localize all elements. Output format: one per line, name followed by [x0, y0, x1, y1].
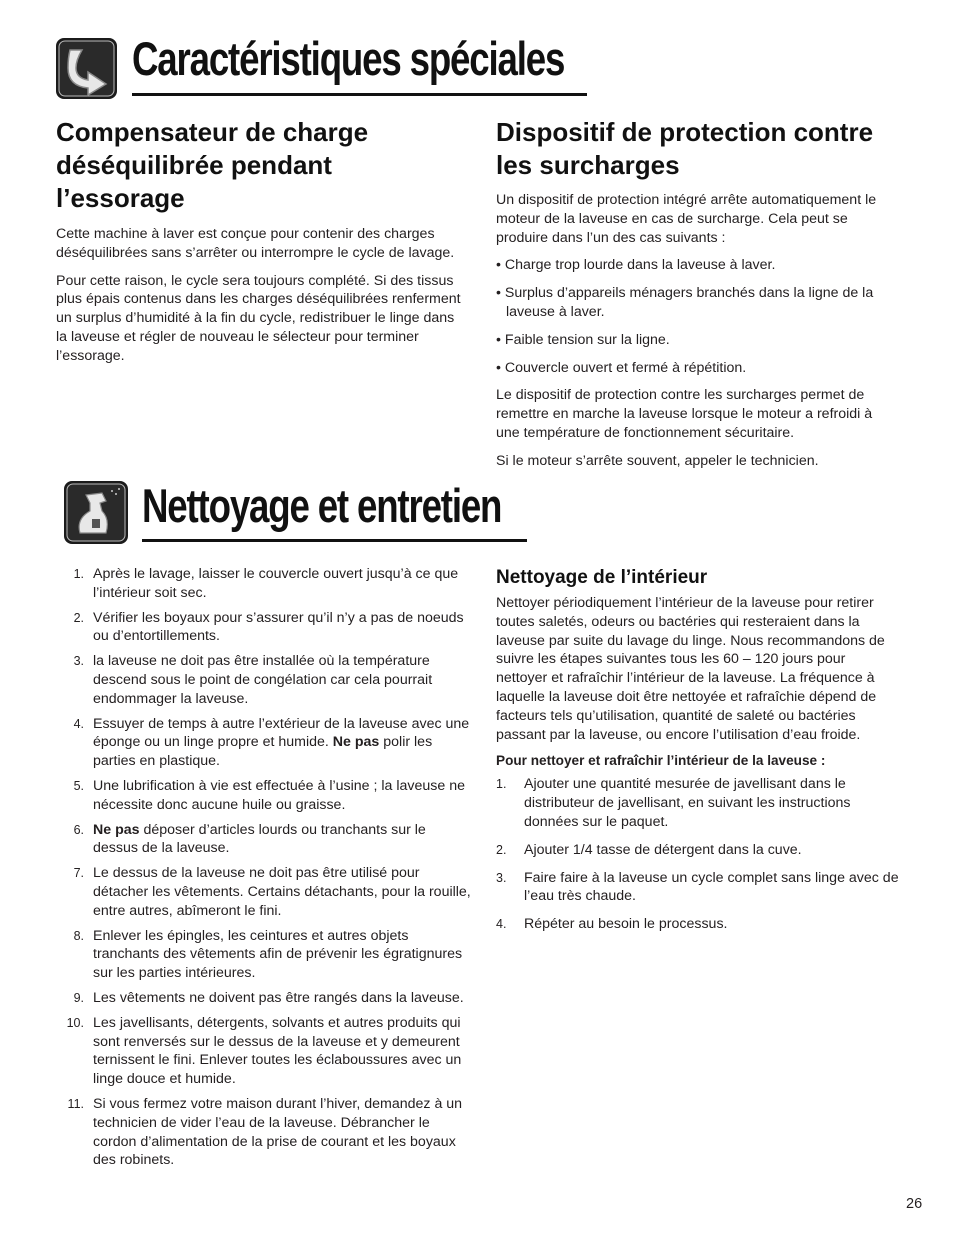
list-item	[56, 565, 471, 603]
curved-arrow-icon	[56, 38, 117, 99]
list-text: Répéter au besoin le processus.	[524, 916, 728, 933]
list-text: Une lubrification à vie est effectuée à l’usine ; la laveuse ne nécessite donc aucune huile ou graisse.	[93, 777, 465, 813]
list-item	[56, 652, 471, 708]
bullet-item: • Faible tension sur la ligne.	[496, 331, 670, 348]
list-item	[56, 715, 471, 771]
list-text: Les vêtements ne doivent pas être rangés dans la laveuse.	[93, 989, 464, 1006]
list-number: 10.	[66, 1015, 84, 1030]
list-item	[496, 775, 900, 831]
emphasis: Ne pas	[332, 734, 380, 751]
section-heading: Dispositif de protection contre les surcharges	[496, 117, 874, 180]
list-text: Les javellisants, détergents, solvants et autres produits qui sont renversés sur le dessus de la laveuse et y demeurent ternissent le fini. Enlever toutes les éclaboussures avec un linge douce et humide.	[93, 1014, 462, 1088]
list-text: Faire faire à la laveuse un cycle complet sans linge avec de l’eau très chaude.	[524, 869, 899, 905]
list-number: 11.	[67, 1096, 84, 1111]
list-number: 1.	[73, 567, 84, 581]
list-text: déposer d’articles lourds ou tranchants sur le dessus de la laveuse.	[93, 821, 426, 857]
spray-bottle-icon	[64, 481, 128, 544]
list-text: Ajouter une quantité mesurée de javellisant dans le distributeur de javellisant, en suivant les instructions données sur le paquet.	[524, 776, 851, 830]
list-item	[56, 1095, 471, 1170]
numbered-list	[56, 565, 471, 1170]
bullet-item: • Surplus d’appareils ménagers branchés dans la ligne de la laveuse à laver.	[496, 285, 874, 320]
list-item	[56, 609, 471, 647]
list-text: Le dessus de la laveuse ne doit pas être utilisé pour détacher les vêtements. Certains détachants, pour la rouille, entre autres, abîmeront le fini.	[93, 865, 471, 919]
list-text: Si vous fermez votre maison durant l’hiver, demandez à un technicien de vider l’eau de la laveuse. Débrancher le cordon d’alimentation de la prise de courant et les boyaux des robinets.	[93, 1095, 463, 1169]
paragraph: Pour cette raison, le cycle sera toujours complété. Si des tissus plus épais contenus dans les charges déséquilibrées renferment un surplus d’humidité à la fin du cycle, redistribuer le linge dans la laveuse et régler de nouveau le sélecteur pour terminer l’essorage.	[56, 272, 461, 364]
list-number: 8.	[73, 928, 84, 943]
list-item	[56, 927, 471, 983]
numbered-list	[496, 775, 900, 934]
section-icon	[56, 38, 117, 99]
page-number: 26	[906, 1196, 923, 1212]
list-item	[56, 864, 471, 920]
list-number: 2.	[73, 610, 84, 625]
list-number: 3.	[73, 654, 84, 669]
list-number: 3.	[496, 870, 507, 885]
list-item	[496, 869, 900, 907]
list-number: 4.	[73, 716, 84, 731]
title-underline	[142, 539, 527, 542]
list-text: Après le lavage, laisser le couvercle ouvert jusqu’à ce que l’intérieur soit sec.	[93, 566, 459, 601]
list-item	[496, 841, 900, 860]
list-item	[56, 777, 471, 815]
paragraph: Cette machine à laver est conçue pour contenir des charges déséquilibrées sans s’arrêter ou interrompre le cycle de lavage.	[56, 226, 455, 261]
list-number: 5.	[73, 778, 84, 793]
section-heading: Nettoyage de l’intérieur	[496, 567, 708, 588]
section-title: Nettoyage et entretien	[142, 479, 502, 532]
list-text: Enlever les épingles, les ceintures et autres objets tranchants des vêtements afin de prévenir les égratignures sur les parties intérieures.	[93, 927, 463, 982]
overload-protection-section	[496, 116, 896, 480]
section-icon	[64, 481, 128, 544]
paragraph: Nettoyer périodiquement l’intérieur de la laveuse pour retirer toutes saletés, odeurs ou bactéries qui resteraient dans la laveuse par suite du lavage du linge. Nous recommandons de suivre les étapes suivantes tous les 60 – 120 jours pour nettoyer et rafraîchir l’intérieur de la laveuse. La fréquence à laquelle la laveuse doit être nettoyée et rafraîchie dépend de facteurs tels qu’utilisation, quantité de saleté ou bactéries passant par la laveuse, ou encore l’utilisation d’eau froide.	[496, 595, 885, 743]
list-item	[56, 989, 471, 1008]
list-text: Essuyer de temps à autre l’extérieur de la laveuse avec une éponge ou un linge propre et humide.	[93, 715, 470, 751]
section-title: Caractéristiques spéciales	[132, 32, 565, 85]
paragraph: Si le moteur s’arrête souvent, appeler le technicien.	[496, 452, 819, 469]
list-text: la laveuse ne doit pas être installée où la température descend sous le point de congélation car cela pourrait endommager la laveuse.	[93, 653, 433, 707]
unbalanced-load-section	[56, 116, 466, 375]
list-number: 7.	[73, 866, 84, 881]
paragraph: Un dispositif de protection intégré arrête automatiquement le moteur de la laveuse en cas de surcharge. Cela peut se produire dans l’un des cas suivants :	[496, 192, 877, 246]
title-underline	[132, 93, 587, 96]
section-heading: Compensateur de charge déséquilibrée pendant l’essorage	[56, 117, 369, 213]
paragraph: Le dispositif de protection contre les surcharges permet de remettre en marche la laveuse lorsque le moteur a refroidi à une température de fonctionnement sécuritaire.	[496, 387, 873, 441]
bullet-item: • Charge trop lourde dans la laveuse à laver.	[496, 257, 776, 274]
emphasis: Ne pas	[93, 821, 140, 838]
list-item	[56, 1014, 471, 1089]
list-number: 4.	[496, 917, 507, 932]
list-text: polir les parties en plastique.	[93, 734, 433, 770]
bold-lead: Pour nettoyer et rafraîchir l’intérieur de la laveuse :	[496, 753, 826, 769]
list-number: 6.	[73, 822, 84, 837]
list-item	[496, 915, 900, 934]
list-text: Vérifier les boyaux pour s’assurer qu’il n’y a pas de noeuds ou d’entortillements.	[93, 609, 464, 645]
bullet-item: • Couvercle ouvert et fermé à répétition.	[496, 359, 747, 376]
list-number: 9.	[73, 990, 84, 1005]
list-item	[56, 821, 471, 859]
interior-cleaning-section	[496, 566, 900, 943]
care-steps	[56, 565, 471, 1176]
list-text: Ajouter 1/4 tasse de détergent dans la cuve.	[524, 841, 802, 858]
list-number: 2.	[496, 842, 507, 857]
list-number: 1.	[496, 777, 507, 792]
